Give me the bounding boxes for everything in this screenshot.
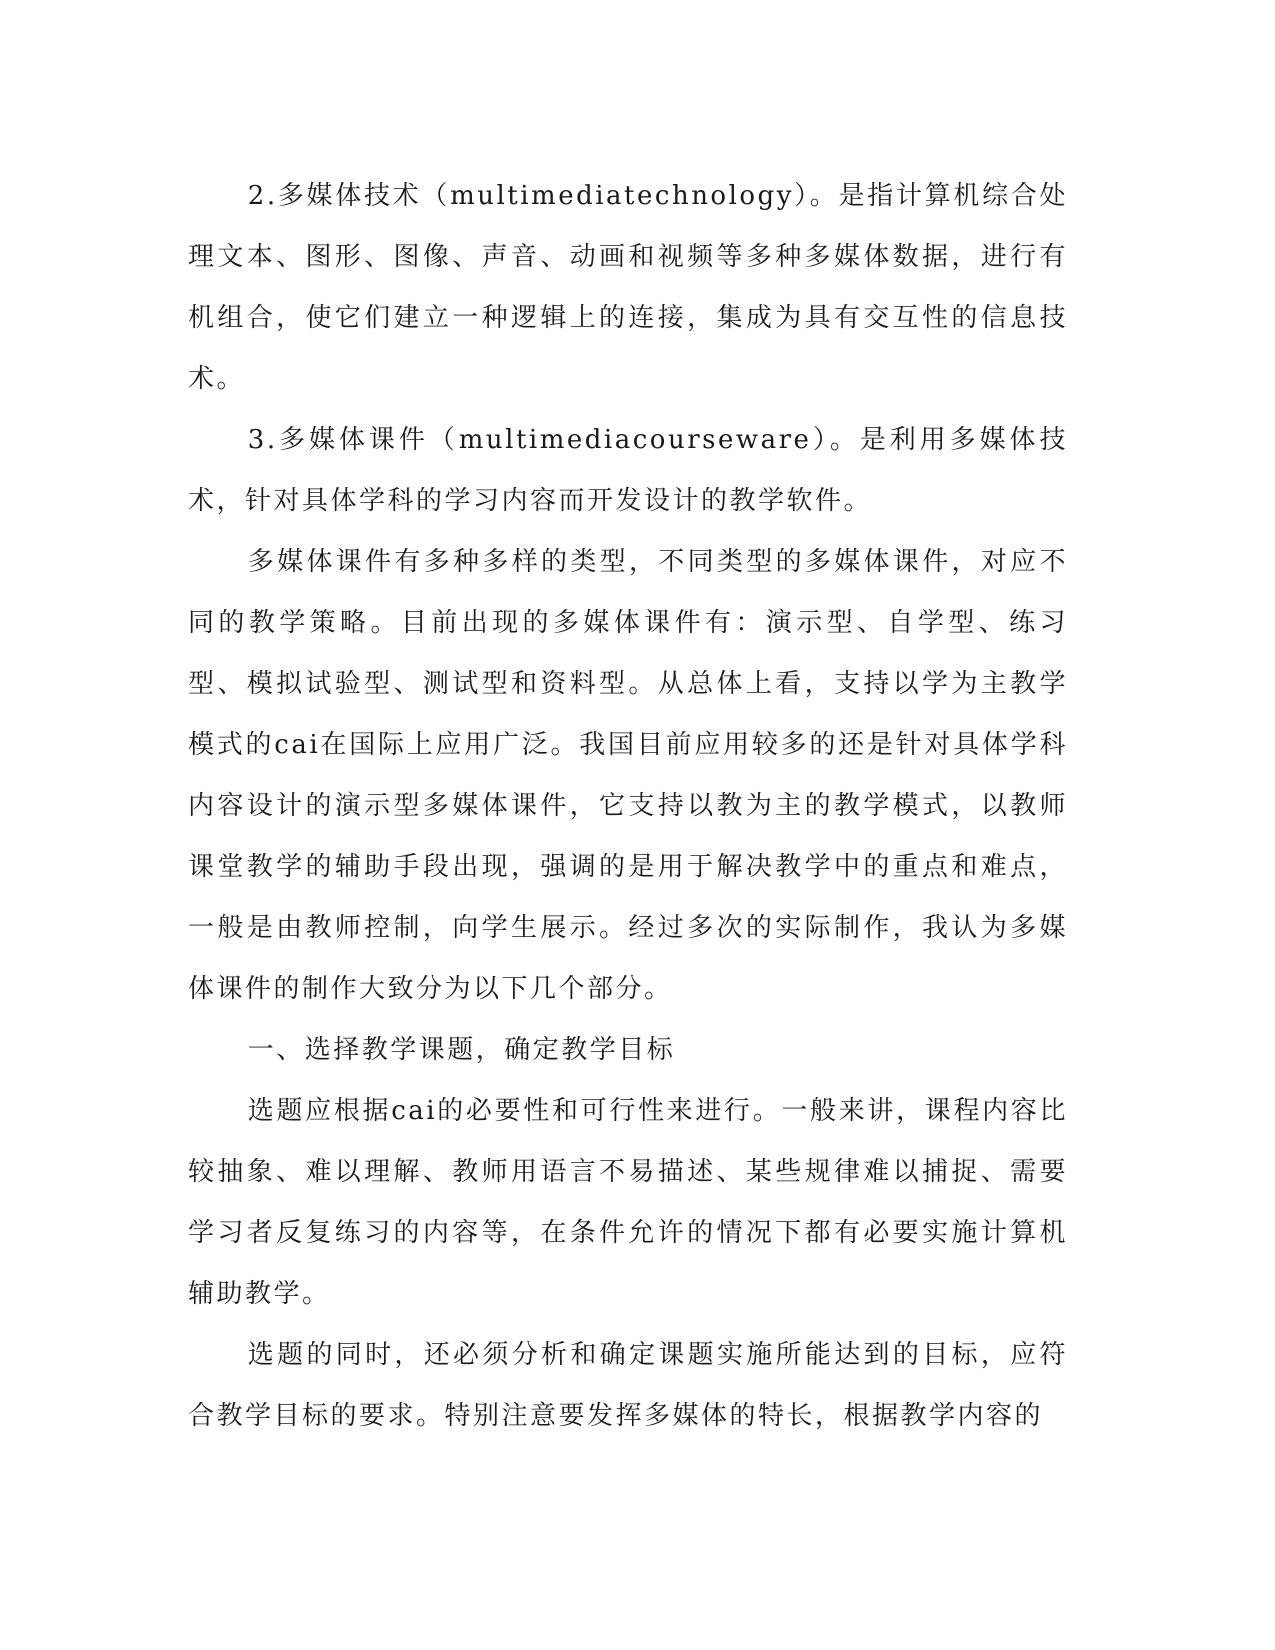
paragraph-multimedia-courseware: 3.多媒体课件（multimediacourseware）。是利用多媒体技术，针对具体学科的学习内容而开发设计的教学软件。 [188, 425, 1068, 516]
document-body [188, 166, 1068, 1447]
paragraph-multimedia-technology: 2.多媒体技术（multimediatechnology）。是指计算机综合处理文本、图形、图像、声音、动画和视频等多种多媒体数据，进行有机组合，使它们建立一种逻辑上的连接，集成为具有交互性的信息技术。 [188, 181, 1068, 394]
paragraph-courseware-types: 多媒体课件有多种多样的类型，不同类型的多媒体课件，对应不同的教学策略。目前出现的多媒体课件有：演示型、自学型、练习型、模拟试验型、测试型和资料型。从总体上看，支持以学为主教学模式的cai在国际上应用广泛。我国目前应用较多的还是针对具体学科内容设计的演示型多媒体课件，它支持以教为主的教学模式，以教师课堂教学的辅助手段出现，强调的是用于解决教学中的重点和难点，一般是由教师控制，向学生展示。经过多次的实际制作，我认为多媒体课件的制作大致分为以下几个部分。 [188, 547, 1068, 1004]
paragraph-teaching-goals: 选题的同时，还必须分析和确定课题实施所能达到的目标，应符合教学目标的要求。特别注意要发挥多媒体的特长，根据教学内容的 [188, 1340, 1068, 1431]
paragraph-topic-selection: 选题应根据cai的必要性和可行性来进行。一般来讲，课程内容比较抽象、难以理解、教师用语言不易描述、某些规律难以捕捉、需要学习者反复练习的内容等，在条件允许的情况下都有必要实施计算机辅助教学。 [188, 1096, 1068, 1309]
section-heading: 一、选择教学课题，确定教学目标 [247, 1035, 676, 1065]
